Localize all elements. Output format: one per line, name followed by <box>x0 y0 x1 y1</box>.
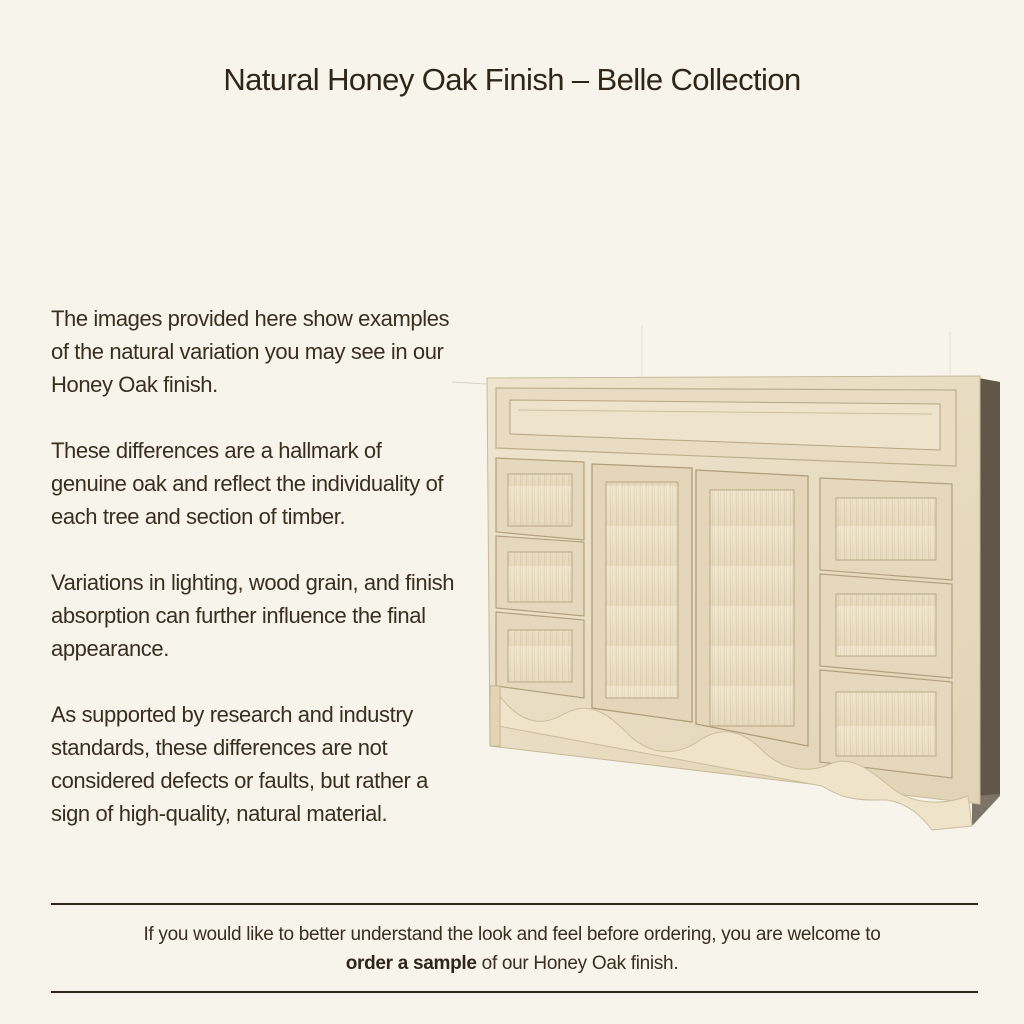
footer-divider-bottom <box>51 991 978 993</box>
order-sample-link[interactable]: order a sample <box>345 953 477 974</box>
left-drawers <box>496 458 584 698</box>
vanity-cabinet-image <box>452 326 1002 832</box>
center-doors <box>592 464 808 746</box>
page-title: Natural Honey Oak Finish – Belle Collection <box>223 62 801 97</box>
footer-notice <box>0 920 1024 978</box>
paragraph-variation-intro: The images provided here show examples of the natural variation you may see in our Honey Oak finish. <box>51 306 450 397</box>
footer-lead-text: If you would like to better understand the look and feel before ordering, you are welcome to <box>143 924 881 945</box>
paragraph-industry-standards: As supported by research and industry standards, these differences are not considered defects or faults, but rather a sign of high-quality, natural material. <box>51 702 428 826</box>
paragraph-lighting-variations: Variations in lighting, wood grain, and finish absorption can further influence the final appearance. <box>51 570 455 661</box>
paragraph-genuine-oak: These differences are a hallmark of genuine oak and reflect the individuality of each tree and section of timber. <box>51 438 444 529</box>
right-drawers <box>820 478 952 778</box>
footer-trail-text: of our Honey Oak finish. <box>481 953 679 974</box>
footer-divider-top <box>51 903 978 905</box>
description-text-block <box>51 302 461 863</box>
